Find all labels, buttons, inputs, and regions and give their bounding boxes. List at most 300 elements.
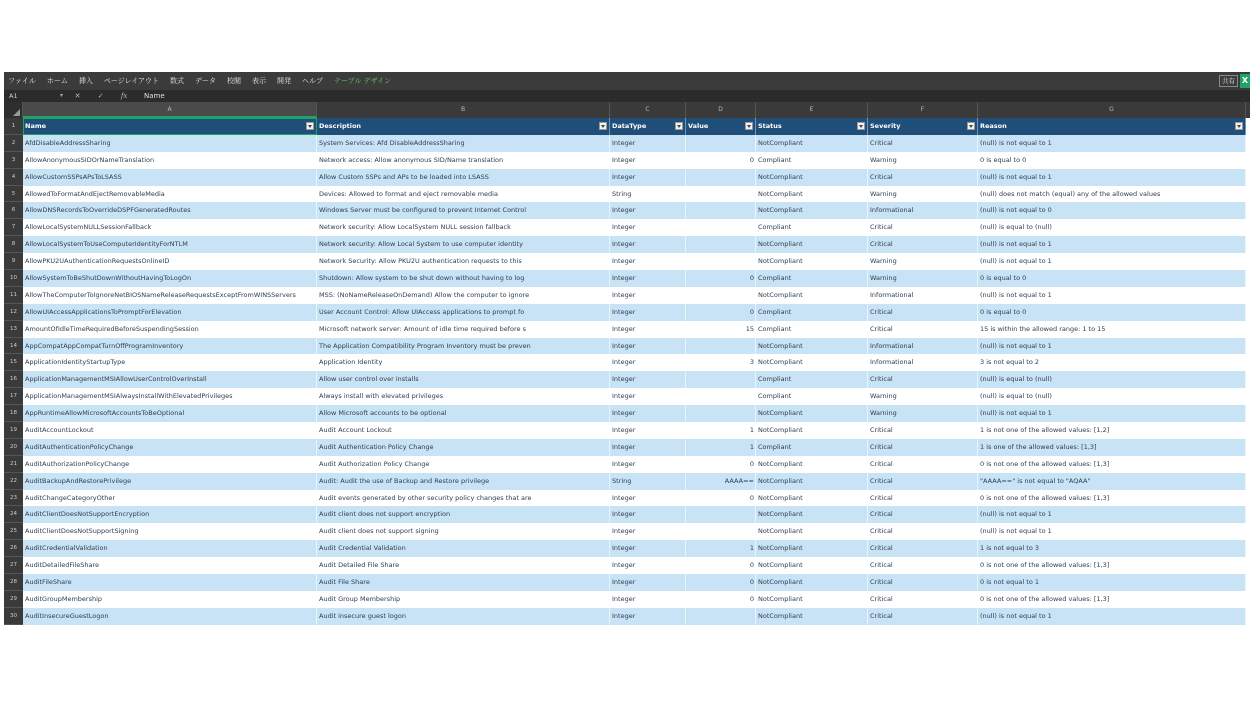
row-number[interactable]: 21 [4,456,23,473]
table-cell[interactable] [23,236,317,253]
table-cell[interactable] [23,523,317,540]
cell-value: AuditBackupAndRestorePrivilege [25,476,132,485]
row-number[interactable]: 25 [4,523,23,540]
table-cell[interactable] [610,422,686,439]
row-number[interactable]: 10 [4,270,23,287]
column-title: Value [688,122,709,130]
row-number[interactable]: 28 [4,574,23,591]
table-row [4,152,1250,169]
table-cell[interactable] [317,388,610,405]
column-title-cell[interactable] [317,118,610,135]
cell-value: Warning [870,392,897,401]
table-cell[interactable] [756,557,868,574]
table-cell[interactable] [610,591,686,608]
cell-value: NotCompliant [758,459,803,468]
table-cell[interactable] [686,473,756,490]
table-cell[interactable] [317,490,610,507]
row-number[interactable]: 27 [4,557,23,574]
row-number[interactable]: 24 [4,506,23,523]
table-cell[interactable] [756,506,868,523]
share-button[interactable]: 共有 [1219,75,1238,87]
table-cell[interactable] [978,253,1246,270]
table-cell[interactable] [756,591,868,608]
cell-value: 0 [749,561,754,570]
table-cell[interactable] [23,439,317,456]
table-cell[interactable] [23,270,317,287]
table-cell[interactable] [868,202,978,219]
table-cell[interactable] [756,304,868,321]
table-cell[interactable] [686,338,756,355]
table-row [4,490,1250,507]
table-cell[interactable] [868,405,978,422]
row-number[interactable]: 19 [4,422,23,439]
column-header[interactable]: E [756,102,868,118]
row-number[interactable]: 6 [4,202,23,219]
ribbon-tab[interactable]: テーブル デザイン [334,77,392,85]
table-cell[interactable] [756,540,868,557]
table-cell[interactable] [868,304,978,321]
table-cell[interactable] [610,186,686,203]
table-cell[interactable] [23,338,317,355]
table-cell[interactable] [868,219,978,236]
cell-value: Integer [612,510,636,519]
table-cell[interactable] [978,270,1246,287]
table-cell[interactable] [23,422,317,439]
filter-dropdown-icon[interactable] [1235,122,1243,130]
table-cell[interactable] [317,422,610,439]
row-number[interactable]: 9 [4,253,23,270]
name-box[interactable] [6,91,66,101]
table-row [4,338,1250,355]
table-cell[interactable] [868,186,978,203]
table-cell[interactable] [868,490,978,507]
row-number[interactable]: 7 [4,219,23,236]
table-cell[interactable] [23,304,317,321]
table-cell[interactable] [23,473,317,490]
filter-dropdown-icon[interactable] [967,122,975,130]
table-cell[interactable] [686,557,756,574]
table-cell[interactable] [868,338,978,355]
table-cell[interactable] [756,202,868,219]
table-cell[interactable] [317,321,610,338]
ribbon-tab[interactable]: 数式 [170,77,184,85]
ribbon-tab[interactable]: データ [195,77,216,85]
filter-dropdown-icon[interactable] [745,122,753,130]
cell-value: NotCompliant [758,341,803,350]
table-cell[interactable] [23,287,317,304]
row-number[interactable]: 30 [4,608,23,625]
table-cell[interactable] [756,253,868,270]
row-number[interactable]: 11 [4,287,23,304]
table-cell[interactable] [317,219,610,236]
table-cell[interactable] [610,354,686,371]
table-cell[interactable] [317,405,610,422]
table-cell[interactable] [868,523,978,540]
table-cell[interactable] [686,540,756,557]
table-cell[interactable] [317,287,610,304]
table-cell[interactable] [317,574,610,591]
column-title-cell[interactable] [756,118,868,135]
table-cell[interactable] [686,135,756,152]
table-cell[interactable] [686,202,756,219]
table-cell[interactable] [756,490,868,507]
row-number[interactable]: 5 [4,186,23,203]
table-cell[interactable] [23,557,317,574]
table-cell[interactable] [686,152,756,169]
filter-dropdown-icon[interactable] [675,122,683,130]
table-cell[interactable] [317,506,610,523]
table-cell[interactable] [756,287,868,304]
column-header[interactable]: C [610,102,686,118]
table-cell[interactable] [610,236,686,253]
table-cell[interactable] [868,270,978,287]
table-cell[interactable] [756,523,868,540]
table-cell[interactable] [686,169,756,186]
cell-value: Audit Detailed File Share [319,561,400,570]
table-cell[interactable] [978,557,1246,574]
table-cell[interactable] [978,439,1246,456]
enter-icon[interactable]: ✓ [97,92,104,100]
select-all-corner[interactable] [4,102,23,118]
column-header[interactable]: F [868,102,978,118]
table-cell[interactable] [686,608,756,625]
table-cell[interactable] [868,574,978,591]
table-cell[interactable] [868,456,978,473]
table-cell[interactable] [686,371,756,388]
table-cell[interactable] [978,354,1246,371]
table-cell[interactable] [868,422,978,439]
column-header[interactable]: G [978,102,1246,118]
table-cell[interactable] [978,236,1246,253]
table-cell[interactable] [756,388,868,405]
excel-window [4,72,1250,642]
table-cell[interactable] [868,253,978,270]
table-cell[interactable] [978,405,1246,422]
row-number[interactable]: 2 [4,135,23,152]
table-cell[interactable] [978,506,1246,523]
table-cell[interactable] [686,591,756,608]
table-cell[interactable] [978,169,1246,186]
table-cell[interactable] [317,354,610,371]
table-cell[interactable] [686,456,756,473]
table-cell[interactable] [610,557,686,574]
table-cell[interactable] [23,321,317,338]
table-cell[interactable] [317,338,610,355]
table-cell[interactable] [686,236,756,253]
table-cell[interactable] [610,608,686,625]
table-cell[interactable] [610,202,686,219]
table-cell[interactable] [978,219,1246,236]
table-cell[interactable] [978,202,1246,219]
filter-dropdown-icon[interactable] [599,122,607,130]
table-cell[interactable] [23,371,317,388]
table-cell[interactable] [610,490,686,507]
table-cell[interactable] [610,371,686,388]
table-cell[interactable] [978,287,1246,304]
table-cell[interactable] [978,135,1246,152]
table-cell[interactable] [756,270,868,287]
table-cell[interactable] [978,608,1246,625]
table-cell[interactable] [610,169,686,186]
table-cell[interactable] [868,540,978,557]
row-number[interactable]: 14 [4,338,23,355]
formula-input[interactable]: Name [144,92,165,100]
table-cell[interactable] [317,236,610,253]
cell-value: 0 [749,493,754,502]
table-cell[interactable] [610,574,686,591]
filter-dropdown-icon[interactable] [857,122,865,130]
table-cell[interactable] [610,523,686,540]
table-cell[interactable] [23,135,317,152]
table-cell[interactable] [868,591,978,608]
table-cell[interactable] [610,473,686,490]
table-cell[interactable] [610,456,686,473]
cell-value: Critical [870,324,893,333]
table-cell[interactable] [868,287,978,304]
table-cell[interactable] [756,236,868,253]
cell-value: Integer [612,561,636,570]
table-cell[interactable] [868,608,978,625]
table-cell[interactable] [23,354,317,371]
table-cell[interactable] [23,253,317,270]
table-cell[interactable] [978,574,1246,591]
table-cell[interactable] [686,270,756,287]
table-cell[interactable] [610,219,686,236]
row-number[interactable]: 16 [4,371,23,388]
table-cell[interactable] [317,135,610,152]
ribbon-tab[interactable]: 開発 [277,77,291,85]
table-cell[interactable] [868,321,978,338]
row-number[interactable]: 29 [4,591,23,608]
row-number[interactable]: 23 [4,490,23,507]
table-cell[interactable] [756,405,868,422]
cell-value: Critical [870,240,893,249]
table-cell[interactable] [23,152,317,169]
cell-value: (null) is not equal to 1 [980,172,1052,181]
table-cell[interactable] [686,574,756,591]
table-cell[interactable] [978,304,1246,321]
column-header[interactable]: D [686,102,756,118]
cell-value: NotCompliant [758,611,803,620]
table-cell[interactable] [23,456,317,473]
table-cell[interactable] [978,422,1246,439]
table-cell[interactable] [756,608,868,625]
table-cell[interactable] [686,253,756,270]
table-cell[interactable] [686,388,756,405]
table-cell[interactable] [317,186,610,203]
table-cell[interactable] [868,236,978,253]
table-cell[interactable] [756,422,868,439]
table-cell[interactable] [610,152,686,169]
table-cell[interactable] [686,186,756,203]
table-cell[interactable] [317,169,610,186]
table-cell[interactable] [23,506,317,523]
table-cell[interactable] [317,253,610,270]
ribbon-tab[interactable]: 挿入 [78,77,93,85]
table-cell[interactable] [686,490,756,507]
table-cell[interactable] [610,439,686,456]
table-cell[interactable] [23,186,317,203]
row-number[interactable]: 12 [4,304,23,321]
cell-value: Warning [870,409,897,418]
table-cell[interactable] [317,523,610,540]
table-cell[interactable] [317,371,610,388]
table-cell[interactable] [23,388,317,405]
row-number[interactable]: 15 [4,354,23,371]
ribbon-tab[interactable]: 校閲 [227,77,241,85]
column-title-cell[interactable] [610,118,686,135]
table-cell[interactable] [317,557,610,574]
filter-dropdown-icon[interactable] [306,122,314,130]
table-cell[interactable] [610,135,686,152]
table-cell[interactable] [317,439,610,456]
table-cell[interactable] [317,473,610,490]
table-cell[interactable] [610,338,686,355]
row-number[interactable]: 26 [4,540,23,557]
row-number[interactable]: 3 [4,152,23,169]
table-cell[interactable] [686,422,756,439]
row-number[interactable]: 13 [4,321,23,338]
table-cell[interactable] [317,152,610,169]
table-cell[interactable] [23,574,317,591]
column-header[interactable]: B [317,102,610,118]
table-cell[interactable] [686,219,756,236]
cell-value: Integer [612,324,636,333]
table-cell[interactable] [686,405,756,422]
table-cell[interactable] [868,473,978,490]
column-title-cell[interactable] [978,118,1246,135]
row-number[interactable]: 18 [4,405,23,422]
table-cell[interactable] [756,574,868,591]
table-cell[interactable] [756,321,868,338]
table-cell[interactable] [317,456,610,473]
table-cell[interactable] [317,540,610,557]
table-cell[interactable] [23,608,317,625]
row-number[interactable]: 17 [4,388,23,405]
table-cell[interactable] [610,388,686,405]
table-cell[interactable] [756,439,868,456]
column-title-cell[interactable] [686,118,756,135]
cell-value: 0 is equal to 0 [980,307,1027,316]
table-cell[interactable] [978,152,1246,169]
table-cell[interactable] [868,388,978,405]
table-cell[interactable] [23,202,317,219]
table-cell[interactable] [610,405,686,422]
row-number[interactable]: 8 [4,236,23,253]
table-cell[interactable] [868,371,978,388]
table-cell[interactable] [610,270,686,287]
table-cell[interactable] [978,591,1246,608]
ribbon-tab[interactable]: ヘルプ [302,77,323,85]
table-cell[interactable] [868,169,978,186]
table-cell[interactable] [686,304,756,321]
cell-value: 0 is not one of the allowed values: [1,3] [980,594,1110,603]
table-cell[interactable] [686,523,756,540]
table-cell[interactable] [756,354,868,371]
table-cell[interactable] [868,354,978,371]
table-cell[interactable] [978,456,1246,473]
table-cell[interactable] [868,439,978,456]
table-cell[interactable] [686,506,756,523]
table-cell[interactable] [317,270,610,287]
table-cell[interactable] [317,591,610,608]
table-cell[interactable] [978,490,1246,507]
cell-value: NotCompliant [758,510,803,519]
row-number[interactable]: 20 [4,439,23,456]
column-title-cell[interactable] [868,118,978,135]
table-cell[interactable] [756,152,868,169]
ribbon-tab[interactable]: ページレイアウト [103,77,159,85]
table-cell[interactable] [978,321,1246,338]
column-header[interactable]: A [23,102,317,118]
table-cell[interactable] [23,169,317,186]
table-cell[interactable] [978,388,1246,405]
table-cell[interactable] [610,540,686,557]
table-cell[interactable] [868,557,978,574]
fx-icon[interactable]: fx [120,92,128,100]
table-cell[interactable] [610,506,686,523]
table-cell[interactable] [610,321,686,338]
table-cell[interactable] [756,371,868,388]
cell-value: Warning [870,257,897,266]
table-cell[interactable] [978,186,1246,203]
chevron-down-icon[interactable]: ▾ [59,92,63,99]
row-number[interactable]: 4 [4,169,23,186]
table-cell[interactable] [23,490,317,507]
column-title-cell[interactable] [23,118,317,135]
ribbon-tab[interactable]: ファイル [8,77,36,85]
table-cell[interactable] [756,169,868,186]
cancel-icon[interactable]: ✕ [74,92,81,100]
table-cell[interactable] [317,202,610,219]
table-cell[interactable] [317,608,610,625]
table-cell[interactable] [686,439,756,456]
table-cell[interactable] [868,506,978,523]
table-cell[interactable] [978,371,1246,388]
table-cell[interactable] [610,253,686,270]
table-cell[interactable] [756,186,868,203]
table-row [4,523,1250,540]
table-cell[interactable] [23,591,317,608]
table-cell[interactable] [868,135,978,152]
table-cell[interactable] [23,405,317,422]
table-cell[interactable] [978,540,1246,557]
table-cell[interactable] [756,456,868,473]
table-cell[interactable] [23,219,317,236]
table-cell[interactable] [686,354,756,371]
table-cell[interactable] [23,540,317,557]
table-cell[interactable] [756,135,868,152]
table-cell[interactable] [610,304,686,321]
table-cell[interactable] [978,523,1246,540]
table-cell[interactable] [610,287,686,304]
table-cell[interactable] [756,473,868,490]
table-cell[interactable] [756,338,868,355]
table-cell[interactable] [756,219,868,236]
ribbon-tab[interactable]: ホーム [46,77,68,85]
table-cell[interactable] [868,152,978,169]
table-cell[interactable] [317,304,610,321]
table-cell[interactable] [978,473,1246,490]
row-number[interactable]: 22 [4,473,23,490]
row-number[interactable]: 1 [4,118,23,135]
cell-value: 3 is not equal to 2 [980,358,1039,367]
table-cell[interactable] [978,338,1246,355]
ribbon-tab[interactable]: 表示 [252,77,266,85]
table-cell[interactable] [686,321,756,338]
table-cell[interactable] [686,287,756,304]
cell-value: Integer [612,240,636,249]
